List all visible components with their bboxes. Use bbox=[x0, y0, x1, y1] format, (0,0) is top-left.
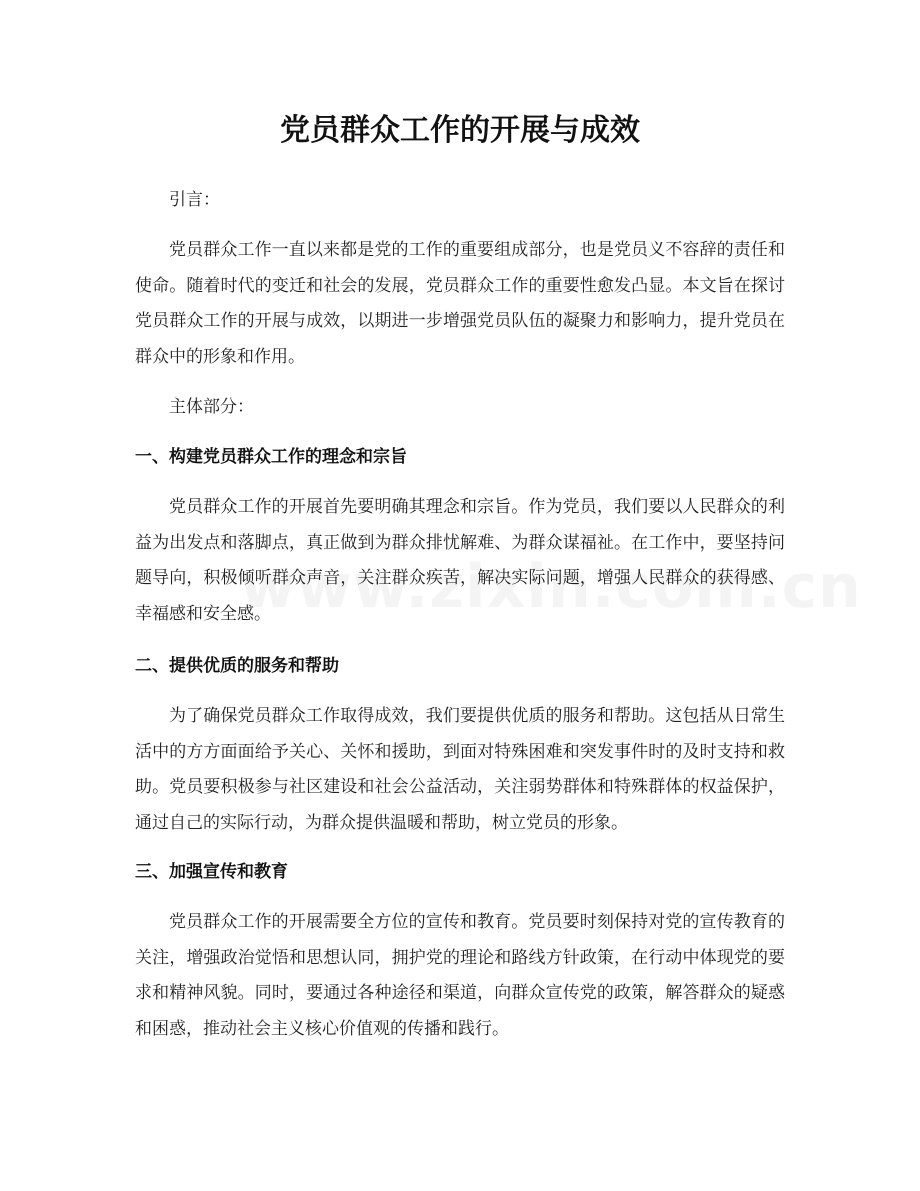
section-paragraph-2: 为了确保党员群众工作取得成效，我们要提供优质的服务和帮助。这包括从日常生活中的方方面面给予关心、关怀和援助，到面对特殊困难和突发事件时的及时支持和救助。党员要积极参与社区建设和社会公益活动，关注弱势群体和特殊群体的权益保护，通过自己的实际行动，为群众提供温暖和帮助，树立党员的形象。 bbox=[135, 706, 785, 833]
section-paragraph-3: 党员群众工作的开展需要全方位的宣传和教育。党员要时刻保持对党的宣传教育的关注，增强政治觉悟和思想认同，拥护党的理论和路线方针政策，在行动中体现党的要求和精神风貌。同时，要通过各种途径和渠道，向群众宣传党的政策，解答群众的疑惑和困惑，推动社会主义核心价值观的传播和践行。 bbox=[135, 912, 785, 1039]
body-label: 主体部分： bbox=[169, 397, 254, 417]
section-heading-1: 一、构建党员群众工作的理念和宗旨 bbox=[135, 447, 407, 467]
section-paragraph-1: 党员群众工作的开展首先要明确其理念和宗旨。作为党员，我们要以人民群众的利益为出发点和落脚点，真正做到为群众排忧解难、为群众谋福祉。在工作中，要坚持问题导向，积极倾听群众声音，关注群众疾苦，解决实际问题，增强人民群众的获得感、幸福感和安全感。 bbox=[135, 497, 785, 624]
section-heading-3: 三、加强宣传和教育 bbox=[135, 862, 288, 882]
section-heading-2: 二、提供优质的服务和帮助 bbox=[135, 656, 339, 676]
intro-label: 引言： bbox=[169, 190, 220, 210]
document-title: 党员群众工作的开展与成效 bbox=[280, 113, 640, 148]
intro-paragraph: 党员群众工作一直以来都是党的工作的重要组成部分，也是党员义不容辞的责任和使命。随着时代的变迁和社会的发展，党员群众工作的重要性愈发凸显。本文旨在探讨党员群众工作的开展与成效，以期进一步增强党员队伍的凝聚力和影响力，提升党员在群众中的形象和作用。 bbox=[135, 240, 785, 367]
